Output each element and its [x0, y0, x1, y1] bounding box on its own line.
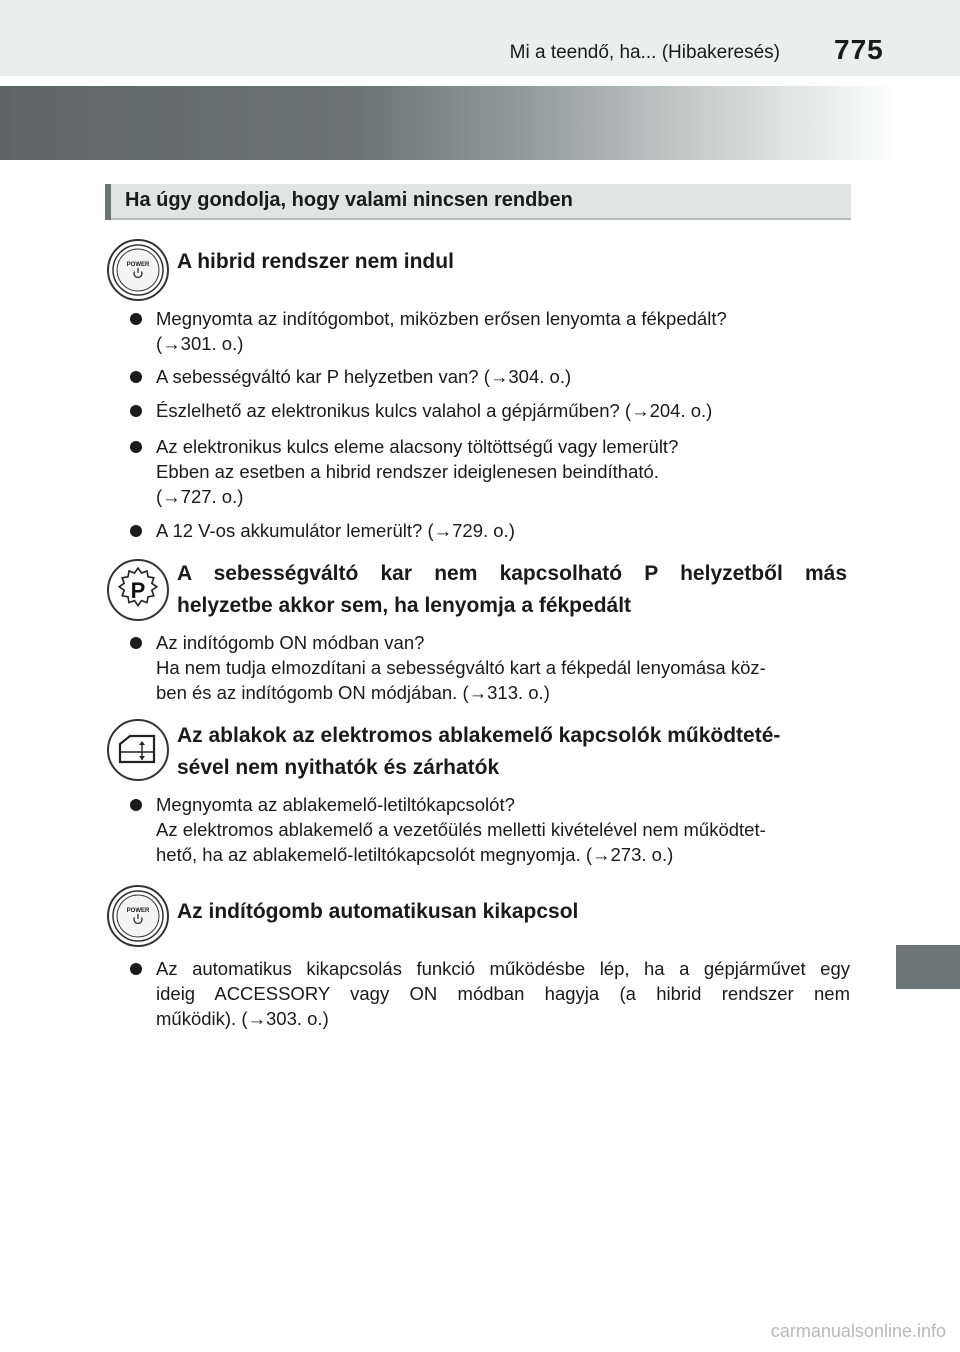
bullet-icon	[130, 405, 142, 417]
list-item-line: A 12 V-os akkumulátor lemerült? (→729. o.)	[156, 520, 515, 541]
list-item-line: Észlelhető az elektronikus kulcs valahol a gépjárműben? (→204. o.)	[156, 400, 713, 421]
topic-title-line: sével nem nyithatók és zárhatók	[177, 756, 500, 779]
power-label: POWER	[126, 262, 150, 268]
topic-title	[177, 558, 847, 622]
bullet-icon	[130, 313, 142, 325]
chapter-side-tab	[896, 945, 960, 989]
list-item-line: működik). (→303. o.)	[156, 1008, 329, 1029]
bullet-icon	[130, 371, 142, 383]
list-item	[130, 434, 850, 509]
decorative-band	[0, 86, 900, 160]
list-item-line: Ha nem tudja elmozdítani a sebességváltó kart a fékpedál lenyomása köz-	[156, 657, 766, 678]
park-label: P	[130, 578, 146, 603]
park-gear-icon	[106, 558, 170, 622]
list-item-line: (→301. o.)	[156, 333, 244, 354]
list-item	[130, 630, 850, 705]
list-item	[130, 306, 850, 356]
topic-title-line: A sebességváltó kar nem kapcsolható P helyzetből más	[177, 562, 847, 585]
section-heading	[105, 184, 851, 220]
list-item-line: hető, ha az ablakemelő-letiltókapcsolót megnyomja. (→273. o.)	[156, 844, 674, 865]
page-header	[0, 0, 960, 76]
list-item-line: Megnyomta az ablakemelő-letiltókapcsolót?	[156, 794, 515, 815]
list-item	[130, 792, 850, 867]
topic-title	[177, 720, 847, 784]
power-button-icon	[106, 238, 170, 302]
topic-title: A hibrid rendszer nem indul	[177, 250, 454, 273]
watermark: carmanualsonline.info	[770, 1321, 946, 1341]
bullet-icon	[130, 799, 142, 811]
bullet-icon	[130, 441, 142, 453]
list-item-line: ideig ACCESSORY vagy ON módban hagyja (a hibrid rendszer nem	[156, 983, 850, 1004]
bullet-icon	[130, 637, 142, 649]
list-item-line: Az elektromos ablakemelő a vezetőülés melletti kivételével nem működtet-	[156, 819, 766, 840]
list-item-line: (→727. o.)	[156, 486, 244, 507]
list-item	[130, 518, 850, 543]
list-item	[130, 398, 850, 423]
list-item	[130, 364, 850, 389]
list-item	[130, 956, 850, 1031]
power-label: POWER	[126, 908, 150, 914]
bullet-icon	[130, 525, 142, 537]
page-number: 775	[834, 34, 884, 65]
power-button-icon	[106, 884, 170, 948]
section-heading-text: Ha úgy gondolja, hogy valami nincsen rendben	[125, 189, 573, 211]
list-item-line: Megnyomta az indítógombot, miközben erősen lenyomta a fékpedált?	[156, 308, 727, 329]
list-item-line: Az indítógomb ON módban van?	[156, 632, 425, 653]
list-item-line: A sebességváltó kar P helyzetben van? (→304. o.)	[156, 366, 572, 387]
topic-title: Az indítógomb automatikusan kikapcsol	[177, 900, 579, 923]
list-item-line: Az elektronikus kulcs eleme alacsony töltöttségű vagy lemerült?	[156, 436, 679, 457]
chapter-title: Mi a teendő, ha... (Hibakeresés)	[509, 42, 780, 63]
bullet-icon	[130, 963, 142, 975]
list-item-line: ben és az indítógomb ON módjában. (→313. o.)	[156, 682, 550, 703]
list-item-line: Az automatikus kikapcsolás funkció működésbe lép, ha a gépjárművet egy	[156, 958, 850, 979]
list-item-line: Ebben az esetben a hibrid rendszer ideiglenesen beindítható.	[156, 461, 659, 482]
topic-title-line: helyzetbe akkor sem, ha lenyomja a fékpedált	[177, 594, 632, 617]
power-window-icon	[106, 718, 170, 782]
topic-title-line: Az ablakok az elektromos ablakemelő kapcsolók működteté-	[177, 724, 781, 747]
